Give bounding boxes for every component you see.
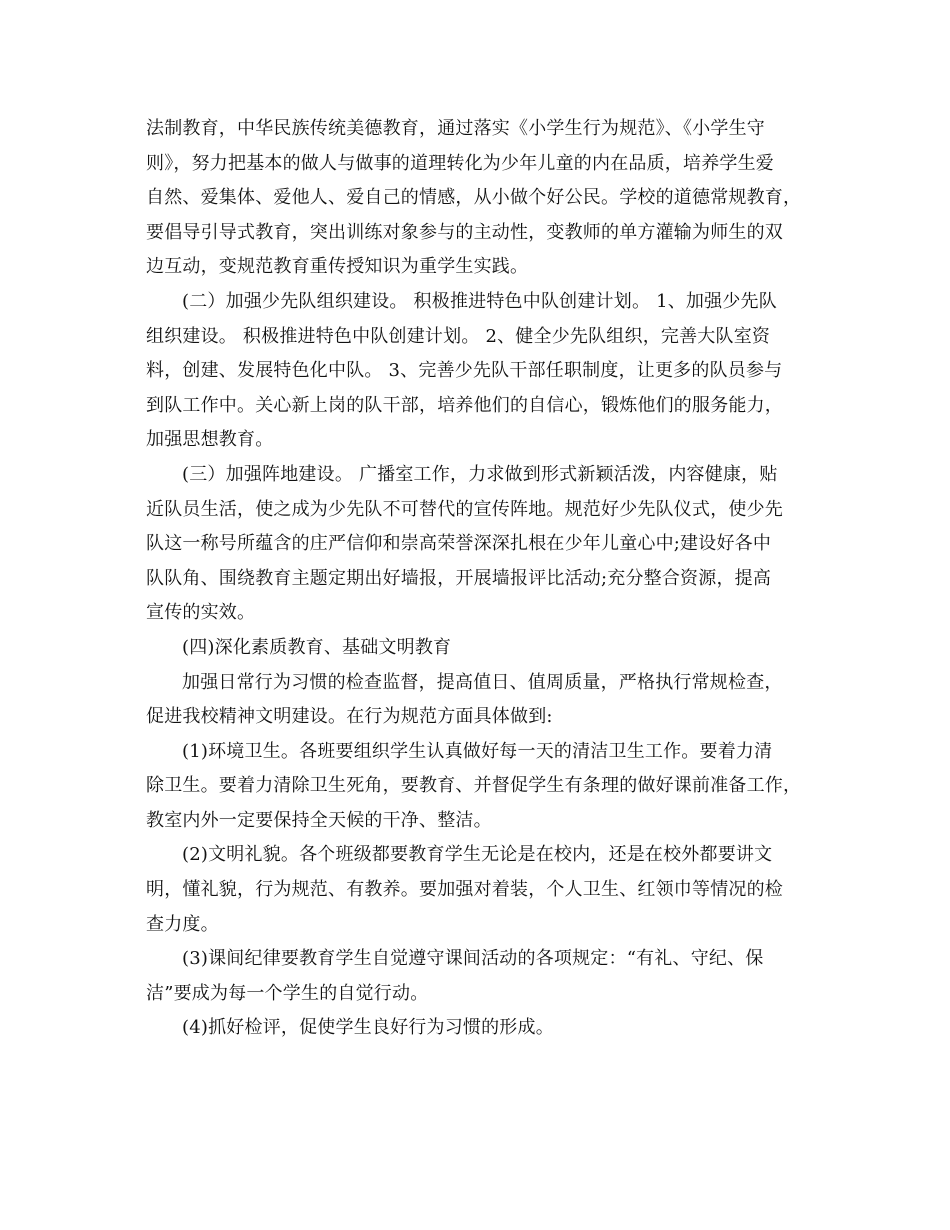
paragraph-line: 除卫生。要着力清除卫生死角，要教育、并督促学生有条理的做好课前准备工作， bbox=[146, 775, 802, 797]
paragraph-first-line: (四)深化素质教育、基础文明教育 bbox=[182, 636, 452, 658]
paragraph-line: 则》，努力把基本的做人与做事的道理转化为少年儿童的内在品质，培养学生爱 bbox=[146, 152, 774, 174]
paragraph-line: 自然、爱集体、爱他人、爱自己的情感，从小做个好公民。学校的道德常规教育， bbox=[146, 187, 802, 209]
paragraph-first-line: (三）加强阵地建设。 广播室工作，力求做到形式新颖活泼，内容健康，贴 bbox=[182, 463, 778, 485]
paragraph-line: 近队员生活，使之成为少先队不可替代的宣传阵地。规范好少先队仪式，使少先 bbox=[146, 498, 783, 520]
paragraph-line: 洁”要成为每一个学生的自觉行动。 bbox=[146, 982, 429, 1004]
document-body bbox=[146, 112, 808, 1046]
paragraph-line: 组织建设。 积极推进特色中队创建计划。 2、健全少先队组织，完善大队室资 bbox=[146, 325, 771, 347]
paragraph-line: 要倡导引导式教育，突出训练对象参与的主动性，变教师的单方灌输为师生的双 bbox=[146, 221, 783, 243]
paragraph-first-line: (3)课间纪律要教育学生自觉遵守课间活动的各项规定：“有礼、守纪、保 bbox=[182, 948, 764, 970]
paragraph-first-line: (4)抓好检评，促使学生良好行为习惯的形成。 bbox=[182, 1017, 554, 1039]
paragraph-line: 边互动，变规范教育重传授知识为重学生实践。 bbox=[146, 256, 529, 278]
paragraph-line: 宣传的实效。 bbox=[146, 602, 256, 624]
paragraph-line: 查力度。 bbox=[146, 913, 219, 935]
paragraph-first-line: (二）加强少先队组织建设。 积极推进特色中队创建计划。 1、加强少先队 bbox=[182, 290, 777, 312]
paragraph-line: 法制教育，中华民族传统美德教育，通过落实《小学生行为规范》、《小学生守 bbox=[146, 118, 765, 139]
paragraph-line: 明，懂礼貌，行为规范、有教养。要加强对着装，个人卫生、红领巾等情况的检 bbox=[146, 879, 783, 901]
paragraph-line: 队队角、围绕教育主题定期出好墙报，开展墙报评比活动;充分整合资源，提高 bbox=[146, 567, 772, 589]
paragraph-first-line: (2)文明礼貌。各个班级都要教育学生无论是在校内，还是在校外都要讲文 bbox=[182, 844, 773, 866]
paragraph-line: 到队工作中。关心新上岗的队干部，培养他们的自信心，锻炼他们的服务能力， bbox=[146, 394, 783, 416]
paragraph-line: 加强思想教育。 bbox=[146, 429, 274, 451]
paragraph-first-line: 加强日常行为习惯的检查监督，提高值日、值周质量，严格执行常规检查， bbox=[182, 671, 783, 693]
paragraph-line: 促进我校精神文明建设。在行为规范方面具体做到: bbox=[146, 706, 553, 728]
paragraph-first-line: (1)环境卫生。各班要组织学生认真做好每一天的清洁卫生工作。要着力清 bbox=[182, 740, 773, 762]
paragraph-line: 料，创建、发展特色化中队。 3、完善少先队干部任职制度，让更多的队员参与 bbox=[146, 360, 783, 382]
paragraph-line: 教室内外一定要保持全天候的干净、整洁。 bbox=[146, 809, 492, 831]
paragraph-line: 队这一称号所蕴含的庄严信仰和崇高荣誉深深扎根在少年儿童心中;建设好各中 bbox=[146, 533, 772, 555]
